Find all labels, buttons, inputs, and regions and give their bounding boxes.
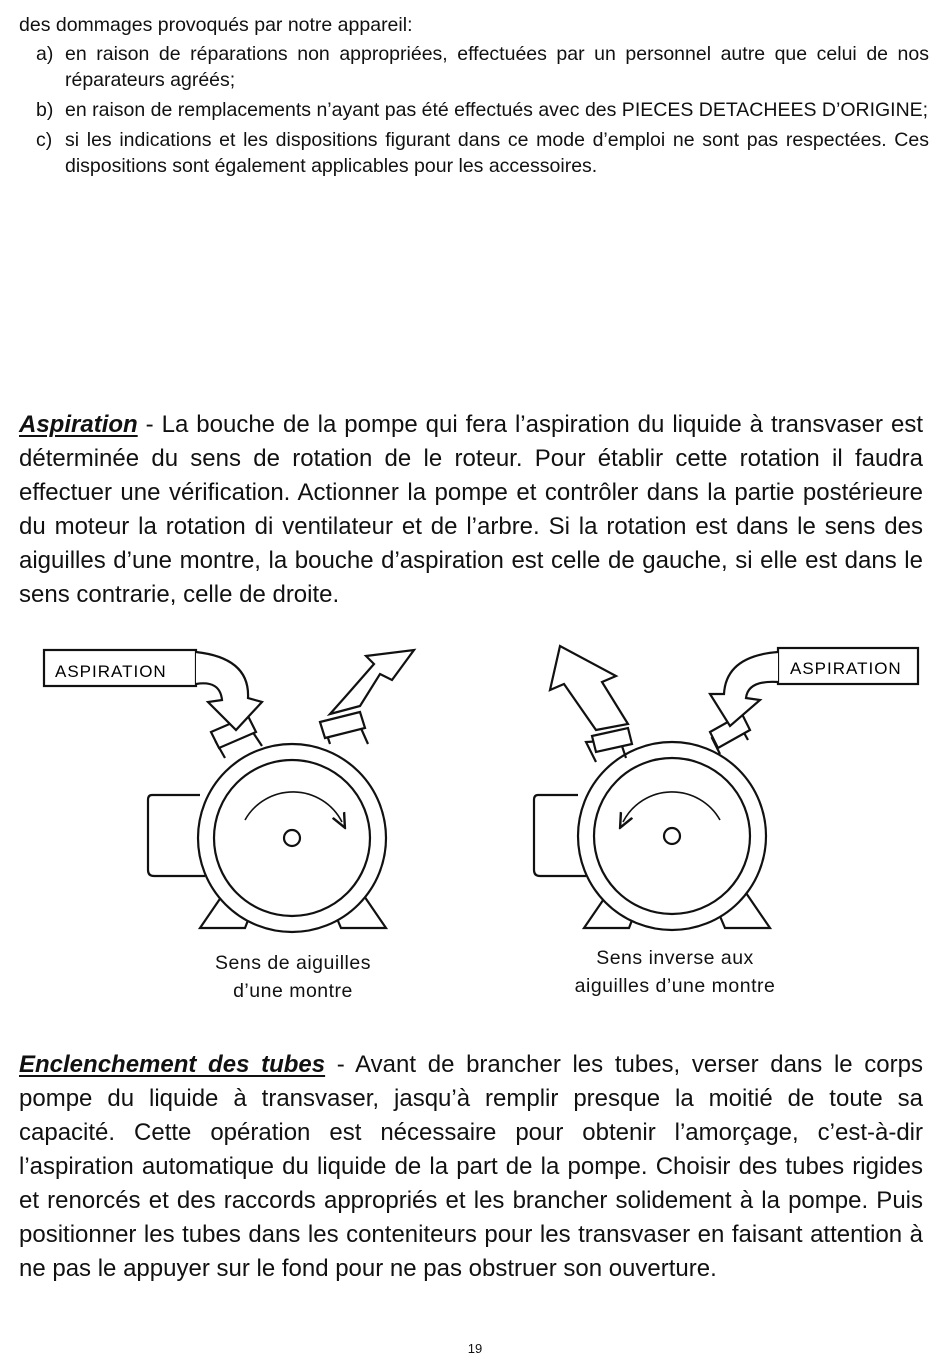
warranty-item	[19, 127, 929, 179]
item-marker: c)	[36, 129, 53, 151]
page-number: 19	[467, 1341, 483, 1356]
aspiration-heading: Aspiration	[19, 411, 138, 438]
enclenchement-body: Avant de brancher les tubes, verser dans le corps pompe du liquide à transvaser, jasqu’à remplir presque la moitié de toute sa capacité. Cette opération est nécessaire pour obtenir l’amorçage, c’est-à-dir l’aspiration automatique du liquide de la part de la pompe. Choisir des tubes rigides et renorcés et des raccords appropriés et les brancher solidement à la pompe. Puis positionner les tubes dans les conteniteurs pour les transvaser en faisant attention à ne pas le appuyer sur le fond pour ne pas obstruer son ouverture.	[19, 1051, 923, 1282]
enclenchement-heading: Enclenchement des tubes	[19, 1051, 326, 1078]
warranty-item	[19, 41, 929, 93]
enclenchement-separator: -	[325, 1051, 356, 1078]
item-text: en raison de remplacements n’ayant pas été effectués avec des PIECES DETACHEES D’ORIGINE;	[65, 99, 929, 121]
right-caption-line: Sens inverse aux	[596, 947, 754, 969]
warranty-section	[19, 12, 929, 183]
left-caption	[178, 949, 408, 1005]
item-marker: a)	[36, 43, 54, 65]
left-aspiration-label: ASPIRATION	[55, 662, 167, 681]
item-marker: b)	[36, 99, 54, 121]
enclenchement-paragraph	[19, 1048, 923, 1286]
pump-rotation-diagram	[30, 640, 930, 950]
right-caption-line: aiguilles d’une montre	[574, 975, 776, 997]
right-aspiration-label: ASPIRATION	[790, 659, 902, 678]
warranty-intro: des dommages provoqués par notre appareil:	[19, 14, 413, 36]
right-caption	[540, 944, 810, 1000]
item-text: si les indications et les dispositions figurant dans ce mode d’emploi ne sont pas respectées. Ces dispositions sont également applicables pour les accessoires.	[65, 129, 929, 177]
warranty-item	[19, 97, 929, 123]
item-text: en raison de réparations non appropriées, effectuées par un personnel autre que celui de nos réparateurs agréés;	[65, 43, 929, 91]
right-pump	[534, 646, 918, 930]
left-caption-line: Sens de aiguilles	[215, 952, 371, 974]
left-pump	[44, 650, 414, 932]
aspiration-paragraph	[19, 408, 923, 612]
aspiration-body: La bouche de la pompe qui fera l’aspiration du liquide à transvaser est déterminée du sens de rotation de le roteur. Pour établir cette rotation il faudra effectuer une vérification. Actionner la pompe et contrôler dans la partie postérieure du moteur la rotation di ventilateur et de l’arbre. Si la rotation est dans le sens des aiguilles d’une montre, la bouche d’aspiration est celle de gauche, si elle est dans le sens contrarie, celle de droite.	[19, 411, 924, 608]
left-caption-line: d’une montre	[233, 980, 353, 1002]
aspiration-separator: -	[137, 411, 162, 438]
